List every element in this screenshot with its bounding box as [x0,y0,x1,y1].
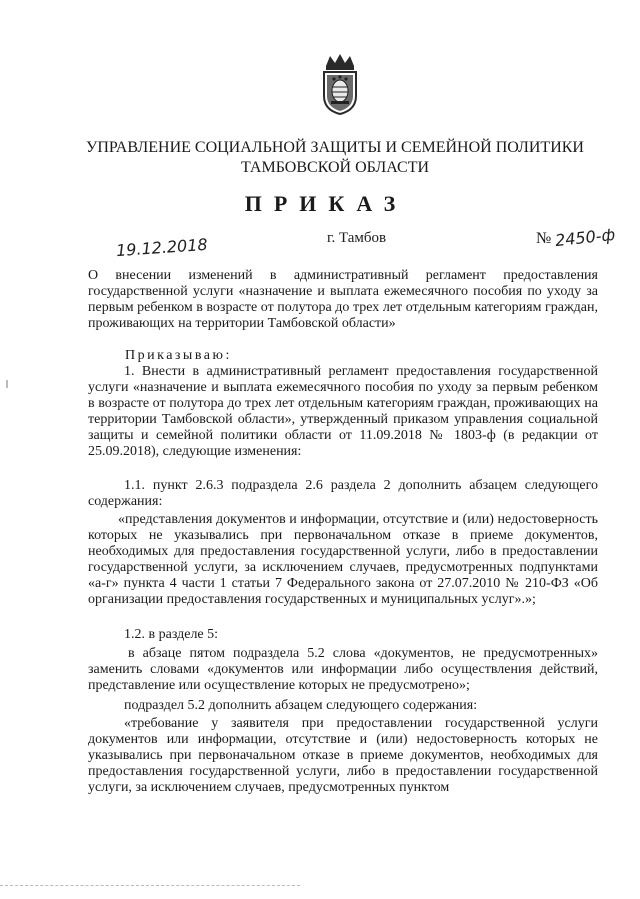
document-subject: О внесении изменений в административный регламент предоставления государственной услуги «назначение и выплата ежемесячного пособия по уходу за первым ребенком в возрасте от полутора до трех лет отдельным категориям граждан, проживающих на территории Тамбовской области» [88,268,598,331]
paragraph-1-2-b: подраздел 5.2 дополнить абзацем следующего содержания: [124,698,478,713]
order-word: Приказываю: [125,348,232,363]
paragraph-1-2: 1.2. в разделе 5: [124,627,219,642]
scan-margin-mark [6,380,8,388]
document-title: ПРИКАЗ [244,191,408,216]
paragraph-1-2-c: «требование у заявителя при предоставлении государственной услуги документов или информации, отсутствие и (или) недостоверность которых не указывались при первоначальном отказе в приеме документов, необходимых для предоставления государственной услуги, либо в предоставлении государственной услуги, за исключением случаев, предусмотренных пунктом [88,716,598,795]
paragraph-1-1: 1.1. пункт 2.6.3 подраздела 2.6 раздела 2 дополнить абзацем следующего содержания: [88,478,598,509]
number-prefix: № [536,230,552,247]
organization-name-line1: УПРАВЛЕНИЕ СОЦИАЛЬНОЙ ЗАЩИТЫ И СЕМЕЙНОЙ ПОЛИТИКИ [86,139,584,156]
paragraph-1-1-text: «представления документов и информации, отсутствие и (или) недостоверность которых не указывались при первоначальном отказе в приеме документов, необходимых для предоставления государственной услуги, либо в предоставлении государственной услуги, за исключением случаев, предусмотренных подпунктами «а-г» пункта 4 части 1 статьи 7 Федерального закона от 27.07.2010 № 210-ФЗ «Об организации предоставления государственных и муниципальных услуг».»; [88,512,598,607]
handwritten-number: 2450-ф [554,224,617,251]
city: г. Тамбов [327,230,387,246]
handwritten-date: 19.12.2018 [115,234,209,261]
paragraph-1: 1. Внести в административный регламент предоставления государственной услуги «назначение и выплата ежемесячного пособия по уходу за первым ребенком в возрасте от полутора до трех лет отдельным категориям граждан, проживающих на территории Тамбовской области», утвержденный приказом управления социальной защиты и семейной политики области от 11.09.2018 № 1803-ф (в редакции от 25.09.2018), следующие изменения: [88,364,598,459]
paragraph-1-2-a: в абзаце пятом подраздела 5.2 слова «документов, не предусмотренных» заменить словами «документов или информации либо осуществления действий, представление или осуществление которых не предусмотрено»; [88,646,598,693]
organization-name-line2: ТАМБОВСКОЙ ОБЛАСТИ [240,159,430,176]
scan-bottom-mark [0,885,300,887]
coat-of-arms-icon [318,52,362,116]
